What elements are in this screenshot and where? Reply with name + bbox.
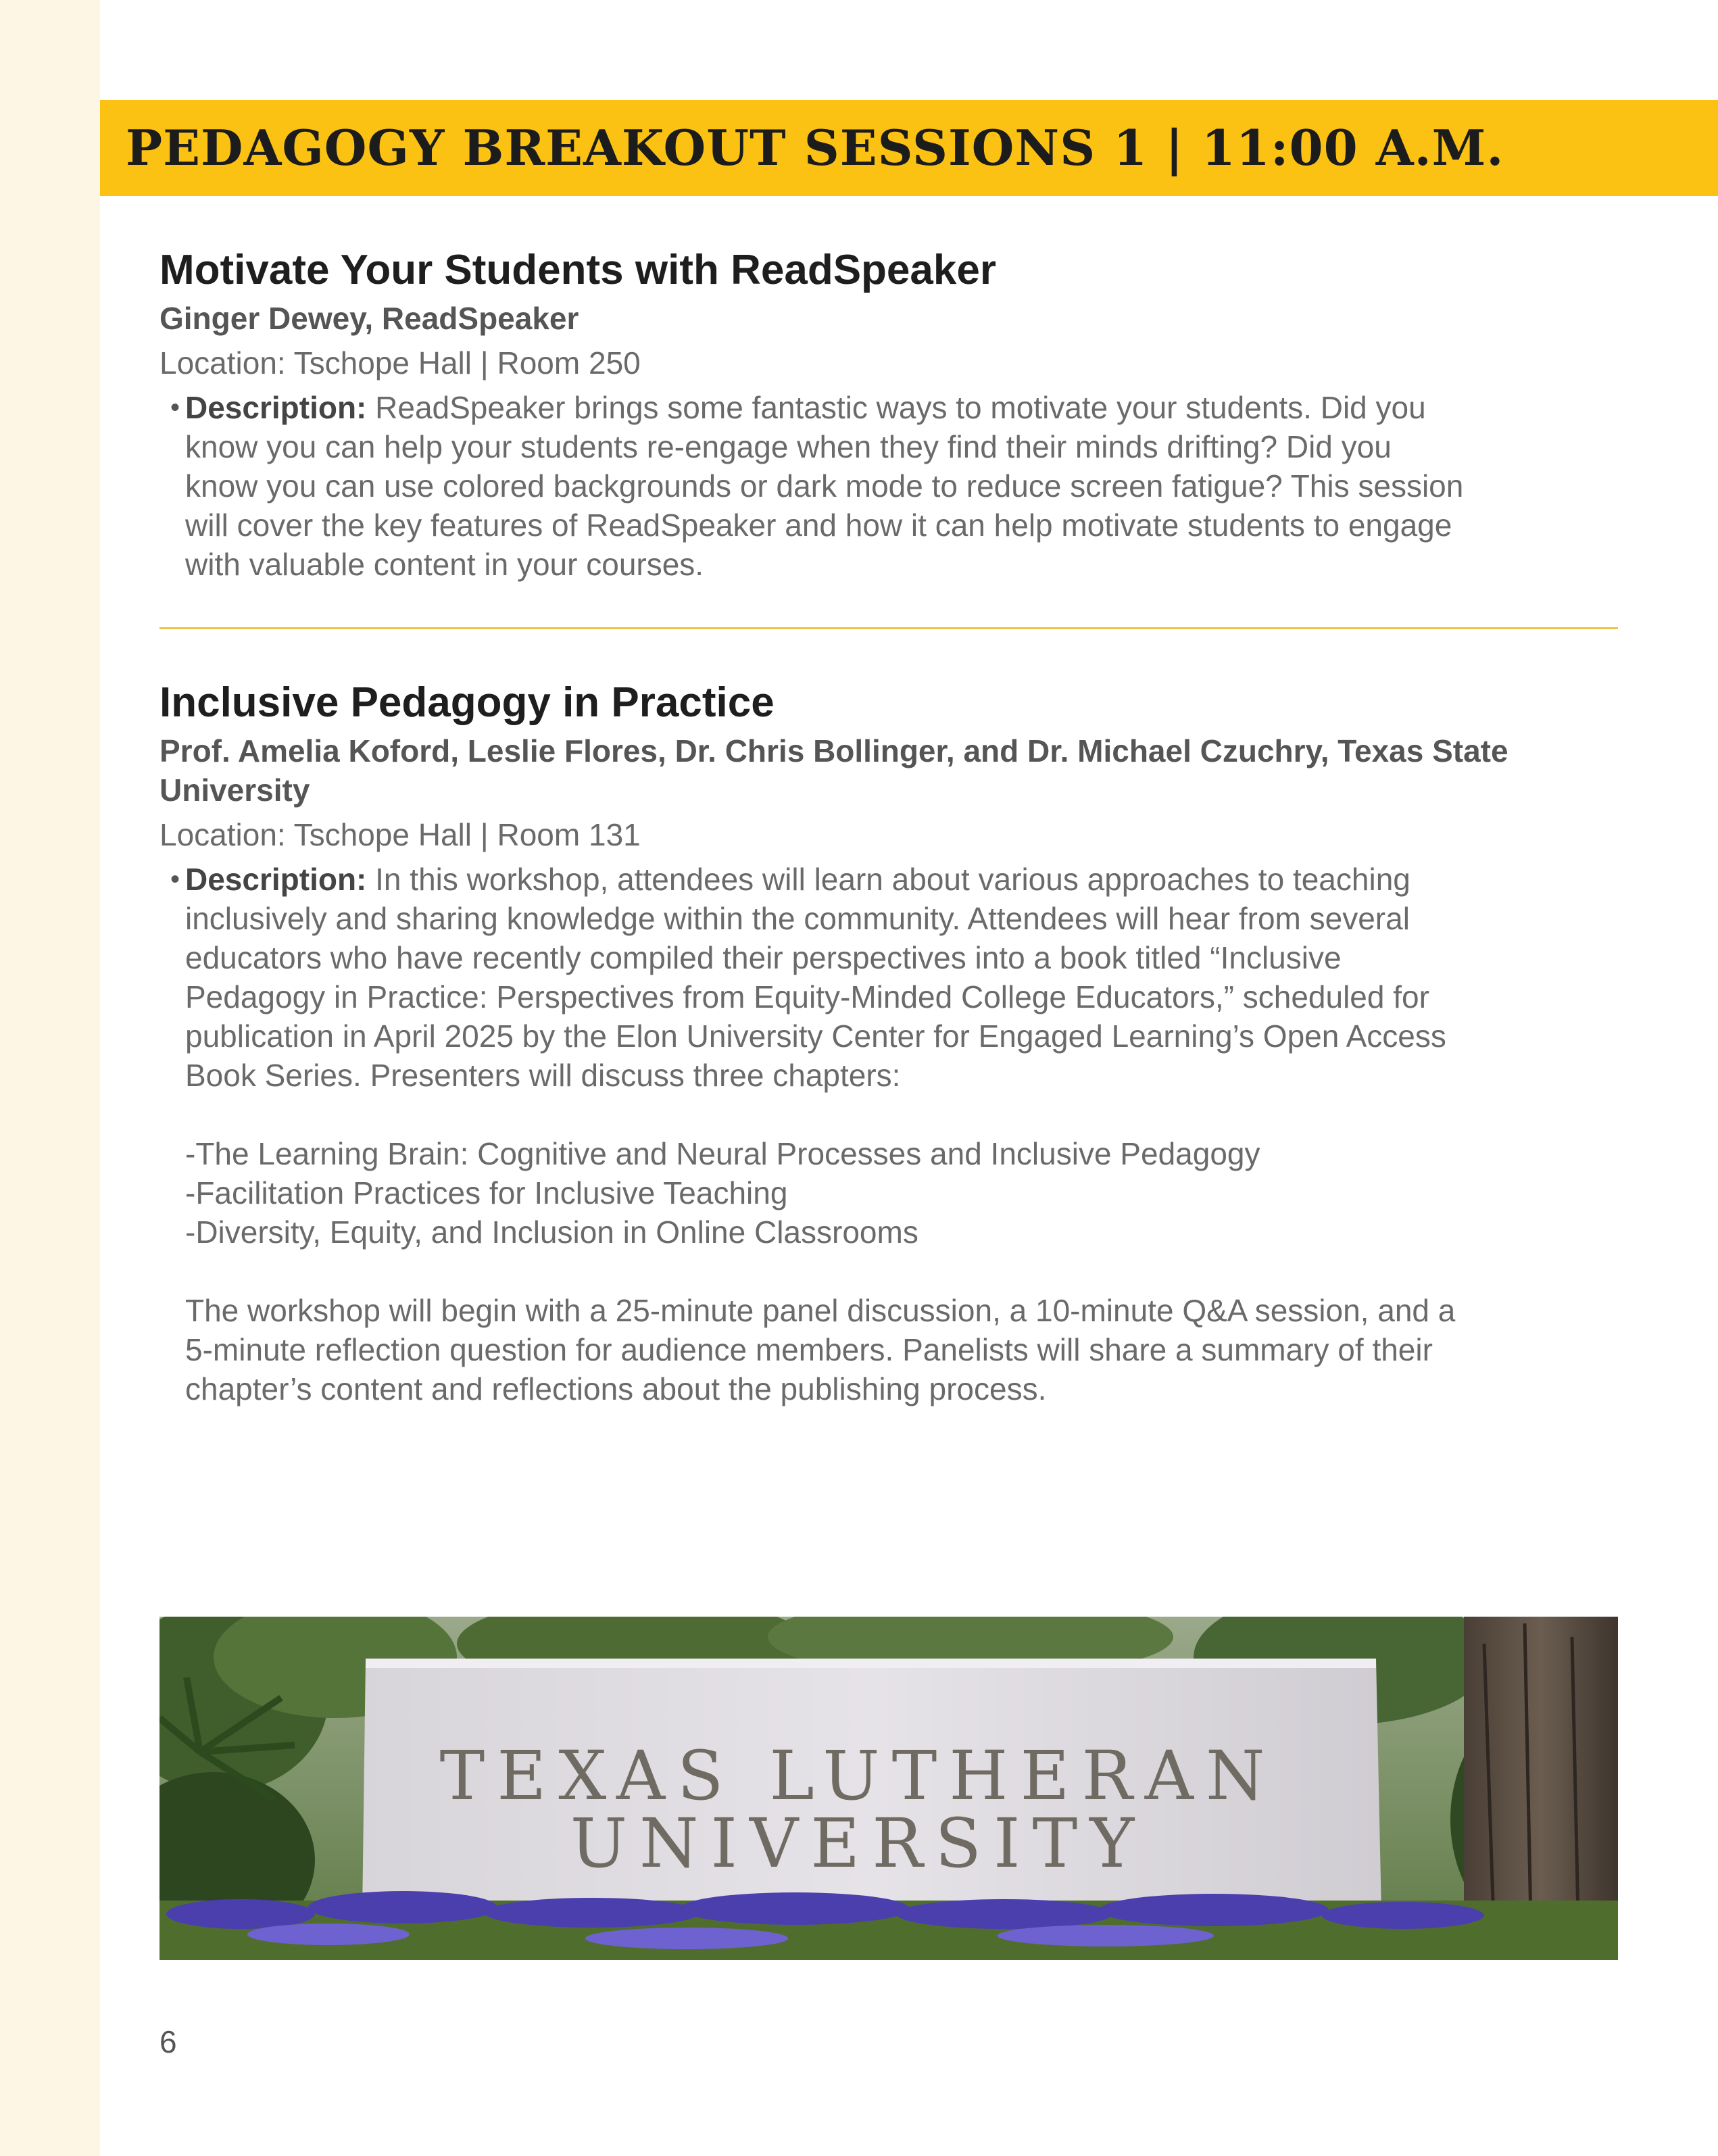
section-divider (159, 627, 1618, 629)
banner-title: PEDAGOGY BREAKOUT SESSIONS 1 | 11:00 A.M. (126, 119, 1504, 176)
description-line: publication in April 2025 by the Elon University Center for Engaged Learning’s Open Access (185, 1019, 1446, 1054)
description-line: Pedagogy in Practice: Perspectives from Equity-Minded College Educators,” scheduled for (185, 979, 1429, 1014)
presenters-line: Ginger Dewey, ReadSpeaker (159, 301, 579, 336)
session-description (159, 388, 1619, 584)
chapter-item: -Facilitation Practices for Inclusive Teaching (185, 1175, 788, 1210)
paragraph-gap (185, 1252, 1619, 1291)
description-line: know you can help your students re-engage when they find their minds drifting? Did you (185, 429, 1392, 464)
session-presenters (159, 299, 1619, 338)
closing-line: The workshop will begin with a 25-minute panel discussion, a 10-minute Q&A session, and a (185, 1293, 1456, 1328)
description-line: know you can use colored backgrounds or dark mode to reduce screen fatigue? This session (185, 468, 1464, 504)
presenters-line: Prof. Amelia Koford, Leslie Flores, Dr. Chris Bollinger, and Dr. Michael Czuchry, Texas State (159, 733, 1508, 768)
description-label: Description: (185, 390, 367, 425)
session-description (159, 860, 1619, 1408)
description-text: In this workshop, attendees will learn about various approaches to teaching (366, 862, 1410, 897)
description-line (185, 388, 1619, 427)
sign-text-line2: UNIVERSITY (570, 1804, 1147, 1883)
description-line: inclusively and sharing knowledge within the community. Attendees will hear from several (185, 901, 1410, 936)
bullet-icon: • (170, 864, 180, 894)
sign-text-line1: TEXAS LUTHERAN (439, 1736, 1277, 1815)
description-line: with valuable content in your courses. (185, 547, 704, 582)
bullet-icon: • (170, 393, 180, 422)
chapter-item: -Diversity, Equity, and Inclusion in Online Classrooms (185, 1215, 918, 1250)
closing-line: chapter’s content and reflections about the publishing process. (185, 1371, 1047, 1406)
description-line: educators who have recently compiled their perspectives into a book titled “Inclusive (185, 940, 1342, 975)
paragraph-gap (185, 1095, 1619, 1134)
presenters-line: University (159, 773, 310, 808)
closing-line: 5-minute reflection question for audience members. Panelists will share a summary of their (185, 1332, 1433, 1367)
section-banner (100, 100, 1718, 196)
session-presenters (159, 731, 1619, 810)
session-title: Inclusive Pedagogy in Practice (159, 679, 775, 726)
description-line (185, 860, 1619, 899)
description-line: will cover the key features of ReadSpeaker and how it can help motivate students to engage (185, 508, 1452, 543)
session-1 (159, 243, 1619, 584)
description-label: Description: (185, 862, 367, 897)
session-location: Location: Tschope Hall | Room 131 (159, 817, 641, 852)
description-line: Book Series. Presenters will discuss three chapters: (185, 1058, 901, 1093)
campus-sign-photo (159, 1617, 1618, 1960)
page-number: 6 (159, 2024, 177, 2059)
session-location: Location: Tschope Hall | Room 250 (159, 345, 641, 381)
description-text: ReadSpeaker brings some fantastic ways to motivate your students. Did you (366, 390, 1426, 425)
session-2 (159, 676, 1619, 1408)
session-title: Motivate Your Students with ReadSpeaker (159, 247, 996, 293)
chapter-item: -The Learning Brain: Cognitive and Neural Processes and Inclusive Pedagogy (185, 1136, 1260, 1171)
